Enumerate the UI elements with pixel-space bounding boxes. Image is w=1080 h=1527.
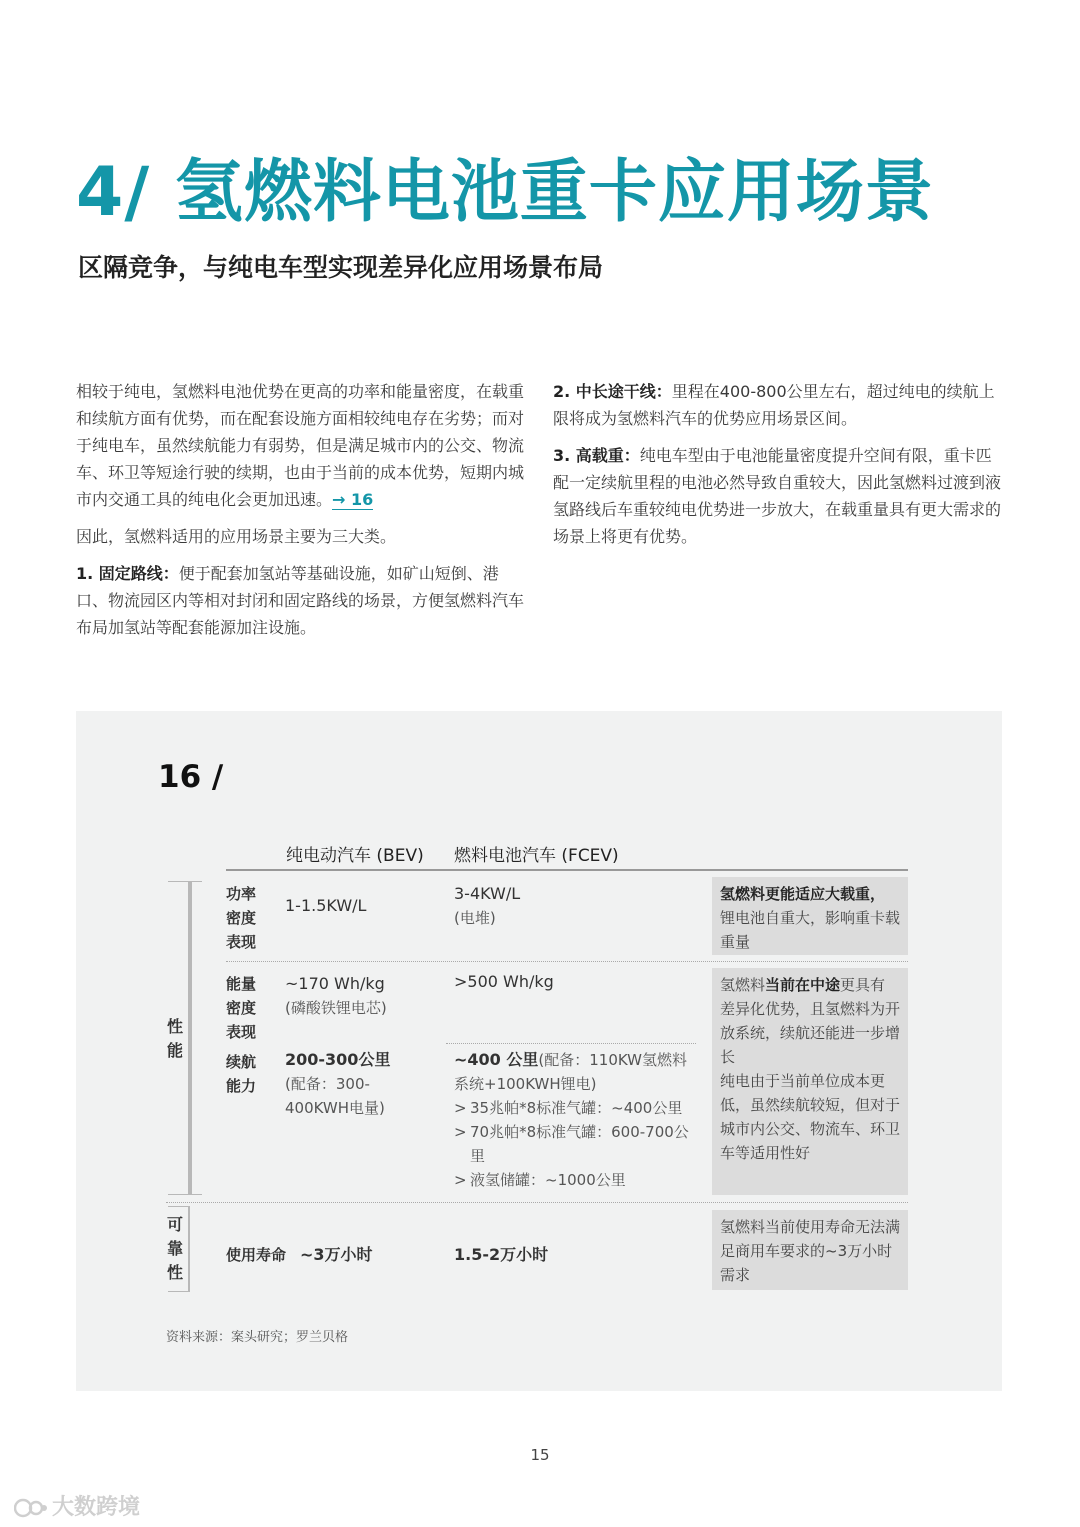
figure-reference-link[interactable]: → 16	[332, 490, 374, 509]
note-box-range: 氢燃料当前在中途更具有差异化优势，且氢燃料为开放系统，续航还能进一步增长 纯电由于当前单位成本更低，虽然续航较短，但对于城市内公交、物流车、环卫车等适用性好	[712, 968, 908, 1195]
watermark-logo-icon	[14, 1496, 48, 1520]
cell-fcev-range: ~400 公里(配备：110KW氢燃料系统+100KWH锂电) > 35兆帕*8标准气罐：~400公里 > 70兆帕*8标准气罐：600-700公里 > 液氢储罐：~1000公里	[454, 1048, 694, 1192]
cell-bev-power: 1-1.5KW/L	[285, 896, 367, 915]
paragraph: 1. 固定路线：便于配套加氢站等基础设施，如矿山短倒、港口、物流园区内等相对封闭和固定路线的场景，方便氢燃料汽车布局加氢站等配套能源加注设施。	[76, 564, 525, 637]
figure-source: 资料来源：案头研究；罗兰贝格	[166, 1330, 349, 1345]
list-item: > 液氢储罐：~1000公里	[454, 1168, 694, 1192]
watermark: 大数跨境	[14, 1490, 140, 1521]
cell-fcev-energy: >500 Wh/kg	[454, 972, 554, 991]
list-item: > 70兆帕*8标准气罐：600-700公里	[454, 1120, 694, 1168]
row-label-service-life: 使用寿命	[226, 1246, 287, 1264]
note-box-load: 氢燃料更能适应大载重，锂电池自重大，影响重卡载重量	[712, 877, 908, 955]
cell-fcev-life: 1.5-2万小时	[454, 1245, 549, 1264]
cell-bev-life: ~3万小时	[300, 1245, 373, 1264]
paragraph: 2. 中长途干线：里程在400-800公里左右，超过纯电的续航上限将成为氢燃料汽车的优势应用场景区间。	[553, 382, 995, 428]
group-bracket-left	[190, 881, 202, 1195]
row-separator	[446, 1043, 696, 1044]
list-item: > 35兆帕*8标准气罐：~400公里	[454, 1096, 694, 1120]
page-number: 15	[530, 1446, 550, 1464]
body-column-left	[76, 378, 528, 651]
group-label-performance: 性能	[167, 1017, 184, 1060]
row-label-power-density: 功率密度表现	[226, 885, 257, 951]
row-separator	[226, 961, 908, 962]
paragraph: 相较于纯电，氢燃料电池优势在更高的功率和能量密度，在载重和续航方面有优势，而在配套设施方面相较纯电存在劣势；而对于纯电车，虽然续航能力有弱势，但是满足城市内的公交、物流车、环卫等短途行驶的续期，也由于当前的成本优势，短期内城市内交通工具的纯电化会更加迅速。→ 16	[76, 382, 525, 509]
range-options-list	[454, 1096, 694, 1192]
cell-bev-range: 200-300公里 (配备：300-400KWH电量)	[285, 1050, 391, 1117]
cell-fcev-power: 3-4KW/L (电堆)	[454, 884, 521, 927]
note-box-life: 氢燃料当前使用寿命无法满足商用车要求的~3万小时需求	[712, 1210, 908, 1290]
page-title: 4/ 氢燃料电池重卡应用场景	[76, 153, 934, 232]
page-subtitle: 区隔竞争，与纯电车型实现差异化应用场景布局	[78, 253, 604, 282]
column-header-fcev: 燃料电池汽车 (FCEV)	[454, 846, 619, 866]
paragraph: 3. 高载重：纯电车型由于电池能量密度提升空间有限，重卡匹配一定续航里程的电池必然导致自重较大，因此氢燃料过渡到液氢路线后车重较纯电优势进一步放大，在载重量具有更大需求的场景上将更有优势。	[553, 446, 1002, 546]
group-label-reliability: 可靠性	[167, 1215, 184, 1282]
paragraph: 因此，氢燃料适用的应用场景主要为三大类。	[76, 527, 397, 546]
table-header-rule	[226, 869, 908, 871]
figure-number: 16 /	[158, 759, 224, 795]
body-column-right	[553, 378, 1003, 560]
row-label-energy-density: 能量密度表现	[226, 975, 257, 1041]
cell-bev-energy: ~170 Wh/kg (磷酸铁锂电芯)	[285, 974, 387, 1017]
column-header-bev: 纯电动汽车 (BEV)	[286, 846, 424, 866]
row-label-range: 续航能力	[226, 1053, 257, 1095]
figure-panel	[76, 711, 1002, 1391]
row-separator	[166, 1202, 908, 1203]
